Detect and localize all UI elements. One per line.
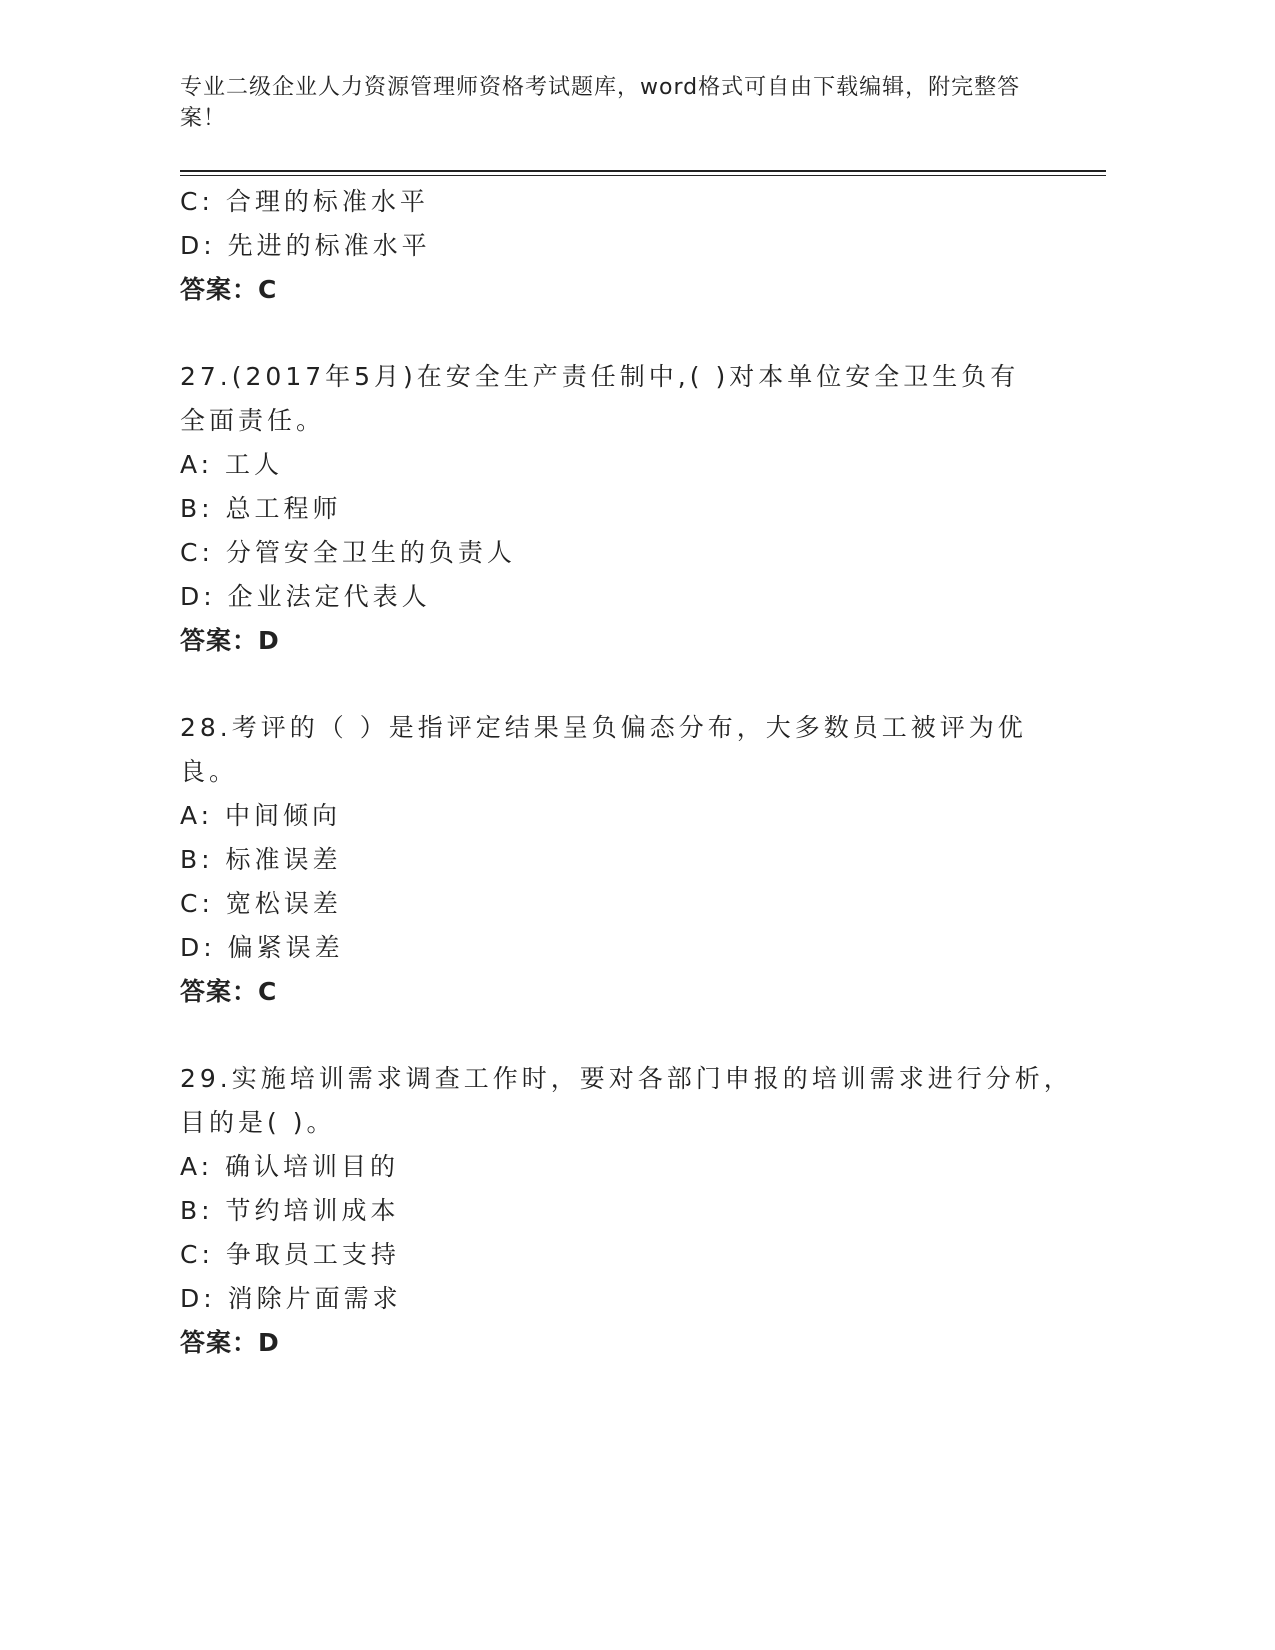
question-list	[180, 180, 1073, 1365]
option-b: B: 节约培训成本	[180, 1196, 400, 1225]
spacer	[180, 312, 1040, 355]
option-c: C: 分管安全卫生的负责人	[180, 538, 516, 567]
option-a: A: 确认培训目的	[180, 1152, 400, 1181]
option-a: A: 工人	[180, 450, 284, 479]
option-b: B: 标准误差	[180, 845, 342, 874]
question-stem-continued: 全面责任。	[180, 406, 326, 435]
answer-line: 答案：C	[180, 275, 278, 304]
question-29	[180, 1057, 1073, 1365]
option-b: B: 总工程师	[180, 494, 342, 523]
option-c: C: 争取员工支持	[180, 1240, 400, 1269]
header-text: 专业二级企业人力资源管理师资格考试题库，word格式可自由下载编辑，附完整答案！	[180, 75, 1021, 131]
spacer	[180, 663, 1040, 706]
continued-question	[180, 180, 1040, 312]
option-d: D: 偏紧误差	[180, 933, 344, 962]
question-27	[180, 355, 1040, 663]
option-d: D: 先进的标准水平	[180, 231, 431, 260]
answer-line: 答案：C	[180, 977, 278, 1006]
answer-line: 答案：D	[180, 626, 280, 655]
spacer	[180, 1014, 1040, 1057]
question-stem: 29.实施培训需求调查工作时，要对各部门申报的培训需求进行分析，	[180, 1064, 1073, 1093]
header-divider-thick	[180, 170, 1106, 172]
question-stem: 28.考评的（ ）是指评定结果呈负偏态分布，大多数员工被评为优	[180, 713, 1027, 742]
question-stem-continued: 目的是( )。	[180, 1108, 336, 1137]
option-d: D: 消除片面需求	[180, 1284, 402, 1313]
header-divider-thin	[180, 175, 1106, 176]
question-stem-continued: 良。	[180, 757, 239, 786]
answer-line: 答案：D	[180, 1328, 280, 1357]
question-28	[180, 706, 1040, 1014]
question-stem: 27.(2017年5月)在安全生产责任制中,( )对本单位安全卫生负有	[180, 362, 1020, 391]
option-c: C: 合理的标准水平	[180, 187, 429, 216]
option-c: C: 宽松误差	[180, 889, 342, 918]
option-a: A: 中间倾向	[180, 801, 342, 830]
option-d: D: 企业法定代表人	[180, 582, 431, 611]
page-header	[180, 72, 1050, 134]
